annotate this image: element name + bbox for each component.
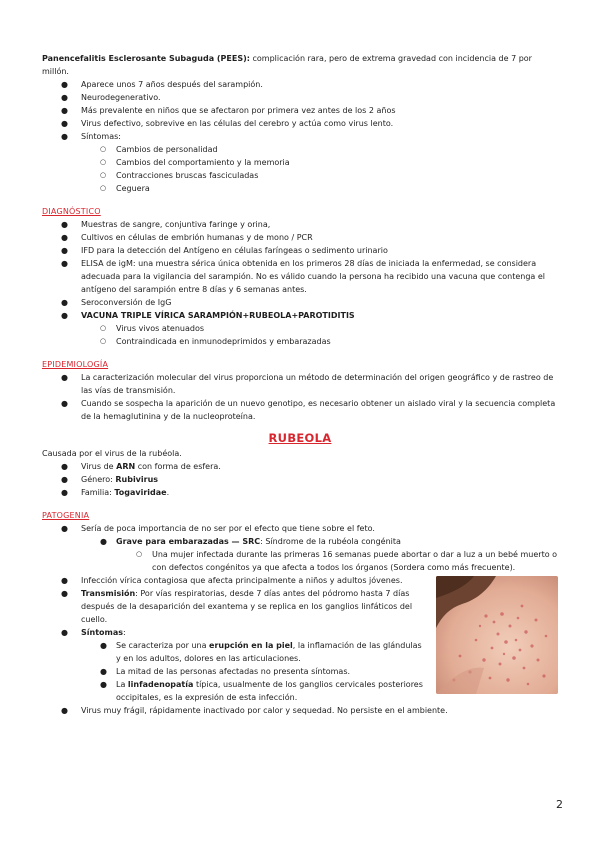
rubeola-list <box>42 460 558 499</box>
text-bold: Grave para embarazadas — SRC <box>116 537 261 546</box>
list-item-text: Cambios del comportamiento y la memoria <box>116 158 290 167</box>
sub-list-item <box>42 678 558 704</box>
sub-list-item <box>42 335 558 348</box>
bullet-icon: ● <box>100 680 107 689</box>
section-heading-patogenia: PATOGENIA <box>42 511 90 520</box>
bullet-icon: ● <box>61 399 68 408</box>
text-fragment: con forma de esfera. <box>135 462 221 471</box>
bullet-icon: ● <box>61 80 68 89</box>
text-bold: erupción en la piel <box>209 641 293 650</box>
patogenia-list-continued <box>42 574 558 717</box>
list-item-text: IFD para la detección del Antígeno en células faríngeas o sedimento urinario <box>81 246 388 255</box>
sub-list-item <box>42 156 558 169</box>
list-item <box>42 244 558 257</box>
bullet-icon: ● <box>61 373 68 382</box>
list-item <box>42 78 558 91</box>
text-fragment: La <box>116 680 128 689</box>
list-item <box>42 218 558 231</box>
circle-bullet-icon: ○ <box>136 550 143 558</box>
list-item <box>42 522 558 535</box>
diagnostico-list <box>42 218 558 348</box>
text-bold: Transmisión <box>81 589 136 598</box>
sub-list-item <box>42 169 558 182</box>
list-item-text: Aparece unos 7 años después del sarampión. <box>81 80 263 89</box>
circle-bullet-icon: ○ <box>100 184 107 192</box>
text-bold: Síntomas <box>81 628 124 637</box>
list-item-text: La caracterización molecular del virus proporciona un método de determinación del origen geográfico y de rastreo de las vías de transmisión. <box>81 373 554 395</box>
list-item-text: Cuando se sospecha la aparición de un nuevo genotipo, es necesario obtener un aislado viral y la secuencia completa de la hemaglutinina y de la nucleoproteína. <box>81 399 556 421</box>
pees-paragraph <box>42 52 558 78</box>
list-item <box>42 309 558 322</box>
sub-sub-list-item <box>42 548 558 574</box>
bullet-icon: ● <box>61 298 68 307</box>
sub-list-item <box>42 143 558 156</box>
bullet-icon: ● <box>61 106 68 115</box>
bullet-icon: ● <box>61 524 68 533</box>
sub-list-item <box>42 182 558 195</box>
text-fragment: : Por vías respiratorias, desde 7 días antes del pódromo hasta 7 días después de la desaparición del exantema y se replica en los ganglios linfáticos del cuello. <box>81 589 413 624</box>
text-fragment: Se caracteriza por una <box>116 641 210 650</box>
list-item <box>42 257 558 296</box>
bullet-icon: ● <box>61 628 68 637</box>
page-number: 2 <box>556 798 563 811</box>
text-fragment: : Síndrome de la rubéola congénita <box>260 537 401 546</box>
sub-list-item <box>42 665 558 678</box>
circle-bullet-icon: ○ <box>100 337 107 345</box>
text-fragment: , la inflamación de las glándulas y en los adultos, dolores en las articulaciones. <box>116 641 422 663</box>
sub-list-item <box>42 535 558 548</box>
sub-list-item <box>42 322 558 335</box>
list-item-text: Virus vivos atenuados <box>116 324 205 333</box>
list-item-text: Virus muy frágil, rápidamente inactivado por calor y sequedad. No persiste en el ambiente. <box>81 706 448 715</box>
list-item <box>42 104 558 117</box>
bullet-icon: ● <box>61 706 68 715</box>
bullet-icon: ● <box>100 537 107 546</box>
list-item-text: Cambios de personalidad <box>116 145 218 154</box>
list-item-text: Cultivos en células de embrión humanas y de mono / PCR <box>81 233 313 242</box>
text-fragment: Virus de <box>81 462 117 471</box>
bullet-icon: ● <box>61 311 68 320</box>
list-item <box>42 91 558 104</box>
bullet-icon: ● <box>61 589 68 598</box>
list-item-text: Neurodegenerativo. <box>81 93 161 102</box>
bullet-icon: ● <box>61 462 68 471</box>
circle-bullet-icon: ○ <box>100 158 107 166</box>
list-item-text: ELISA de igM: una muestra sérica única obtenida en los primeros 28 días de iniciada la enfermedad, se considera adecuada para la vigilancia del sarampión. No es válido cuando la persona ha recibido una vacuna que contenga el antígeno del sarampión entre 8 días y 6 semanas antes. <box>81 259 545 294</box>
sub-list-item <box>42 639 558 665</box>
list-item <box>42 473 558 486</box>
rubeola-title: RUBEOLA <box>268 431 332 445</box>
bullet-icon: ● <box>61 233 68 242</box>
list-item <box>42 460 558 473</box>
list-item-text: Contracciones bruscas fasciculadas <box>116 171 259 180</box>
list-item <box>42 231 558 244</box>
circle-bullet-icon: ○ <box>100 324 107 332</box>
list-item-text: Muestras de sangre, conjuntiva faringe y orina, <box>81 220 271 229</box>
section-heading-epidemiologia: EPIDEMIOLOGÍA <box>42 360 109 369</box>
bullet-icon: ● <box>61 475 68 484</box>
circle-bullet-icon: ○ <box>100 145 107 153</box>
pees-title: Panencefalitis Esclerosante Subaguda (PEES): <box>42 54 250 63</box>
epidemiologia-list <box>42 371 558 423</box>
text-fragment: . <box>166 488 170 497</box>
pees-description: complicación rara, pero de extrema gravedad con incidencia de 7 por millón. <box>42 54 532 76</box>
list-item-text: Más prevalente en niños que se afectaron por primera vez antes de los 2 años <box>81 106 396 115</box>
list-item-text: La mitad de las personas afectadas no presenta síntomas. <box>116 667 351 676</box>
text-fragment: Familia: <box>81 488 115 497</box>
circle-bullet-icon: ○ <box>100 171 107 179</box>
page-content <box>42 52 558 717</box>
list-item-text: Seroconversión de IgG <box>81 298 172 307</box>
list-item <box>42 296 558 309</box>
list-item <box>42 397 558 423</box>
list-item-text: Virus defectivo, sobrevive en las células del cerebro y actúa como virus lento. <box>81 119 394 128</box>
text-bold: Rubivirus <box>115 475 159 484</box>
bullet-icon: ● <box>100 641 107 650</box>
list-item-text: Síntomas: <box>81 132 121 141</box>
list-item <box>42 117 558 130</box>
vaccine-label: VACUNA TRIPLE VÍRICA SARAMPIÓN+RUBEOLA+PAROTIDITIS <box>81 311 355 320</box>
bullet-icon: ● <box>61 93 68 102</box>
list-item-text: Infección vírica contagiosa que afecta principalmente a niños y adultos jóvenes. <box>81 576 403 585</box>
bullet-icon: ● <box>61 246 68 255</box>
bullet-icon: ● <box>61 259 68 268</box>
bullet-icon: ● <box>100 667 107 676</box>
list-item <box>42 704 558 717</box>
bullet-icon: ● <box>61 488 68 497</box>
text-bold: Togaviridae <box>114 488 167 497</box>
text-bold: ARN <box>116 462 136 471</box>
text-bold: linfadenopatía <box>127 680 194 689</box>
patogenia-list <box>42 522 558 574</box>
bullet-icon: ● <box>61 576 68 585</box>
text-fragment: Género: <box>81 475 116 484</box>
list-item <box>42 587 558 626</box>
section-heading-diagnostico: DIAGNÓSTICO <box>42 207 101 216</box>
list-item <box>42 626 558 639</box>
list-item-text: Sería de poca importancia de no ser por el efecto que tiene sobre el feto. <box>81 524 375 533</box>
list-item <box>42 574 558 587</box>
bullet-icon: ● <box>61 119 68 128</box>
bullet-icon: ● <box>61 220 68 229</box>
text-fragment: típica, usualmente de los ganglios cervicales posteriores occipitales, es la expresión de esta infección. <box>116 680 423 702</box>
list-item <box>42 486 558 499</box>
text-fragment: : <box>123 628 126 637</box>
list-item-text: Contraindicada en inmunodeprimidos y embarazadas <box>116 337 331 346</box>
bullet-icon: ● <box>61 132 68 141</box>
list-item-text: Una mujer infectada durante las primeras 16 semanas puede abortar o dar a luz a un bebé muerto o con defectos congénitos ya que afecta a todos los órganos (Sordera como más frecuente). <box>152 550 558 572</box>
list-item-text: Ceguera <box>116 184 150 193</box>
rubeola-intro: Causada por el virus de la rubéola. <box>42 449 182 458</box>
list-item <box>42 130 558 143</box>
pees-list <box>42 78 558 195</box>
list-item <box>42 371 558 397</box>
